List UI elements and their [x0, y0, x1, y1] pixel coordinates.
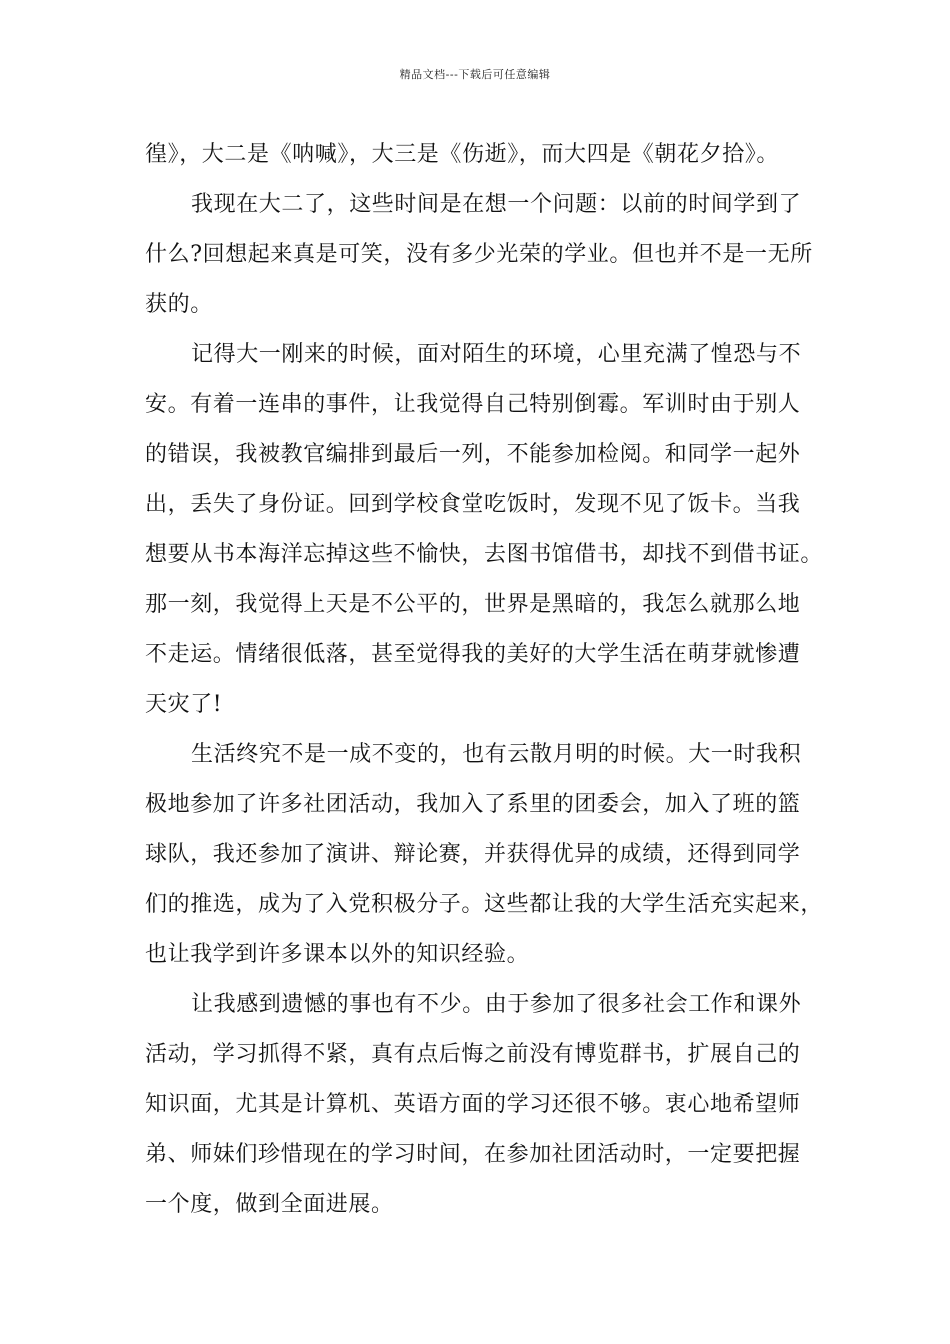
- text-line: 们的推选，成为了入党积极分子。这些都让我的大学生活充实起来，: [145, 892, 824, 917]
- text-line: 获的。: [145, 292, 213, 317]
- paragraph-first-line: 记得大一刚来的时候，面对陌生的环境，心里充满了惶恐与不: [191, 342, 802, 367]
- text-line: 球队，我还参加了演讲、辩论赛，并获得优异的成绩，还得到同学: [145, 842, 801, 867]
- paragraph-first-line: 让我感到遗憾的事也有不少。由于参加了很多社会工作和课外: [191, 992, 802, 1017]
- text-line: 知识面，尤其是计算机、英语方面的学习还很不够。衷心地希望师: [145, 1092, 801, 1117]
- document-body: [145, 130, 825, 1230]
- text-line: 天灾了!: [145, 692, 223, 717]
- text-line: 一个度，做到全面进展。: [145, 1192, 394, 1217]
- text-line: 安。有着一连串的事件，让我觉得自己特别倒霉。军训时由于别人: [145, 392, 801, 417]
- text-line: 想要从书本海洋忘掉这些不愉快，去图书馆借书，却找不到借书证。: [145, 542, 824, 567]
- paragraph-first-line: 生活终究不是一成不变的，也有云散月明的时候。大一时我积: [191, 742, 802, 767]
- text-line: 极地参加了许多社团活动，我加入了系里的团委会，加入了班的篮: [145, 792, 801, 817]
- text-line: 什么?回想起来真是可笑，没有多少光荣的学业。但也并不是一无所: [145, 242, 813, 267]
- text-line: 的错误，我被教官编排到最后一列，不能参加检阅。和同学一起外: [145, 442, 801, 467]
- text-line: 活动，学习抓得不紧，真有点后悔之前没有博览群书，扩展自己的: [145, 1042, 801, 1067]
- paragraph-first-line: 我现在大二了，这些时间是在想一个问题：以前的时间学到了: [191, 192, 802, 217]
- text-line: 那一刻，我觉得上天是不公平的，世界是黑暗的，我怎么就那么地: [145, 592, 801, 617]
- text-line: 不走运。情绪很低落，甚至觉得我的美好的大学生活在萌芽就惨遭: [145, 642, 801, 667]
- text-line: 也让我学到许多课本以外的知识经验。: [145, 942, 530, 967]
- text-line: 弟、师妹们珍惜现在的学习时间，在参加社团活动时，一定要把握: [145, 1142, 801, 1167]
- page-header: 精品文档---下载后可任意编辑: [399, 68, 551, 81]
- text-line: 出，丢失了身份证。回到学校食堂吃饭时，发现不见了饭卡。当我: [145, 492, 801, 517]
- text-line: 徨》，大二是《呐喊》，大三是《伤逝》，而大四是《朝花夕拾》。: [145, 142, 780, 167]
